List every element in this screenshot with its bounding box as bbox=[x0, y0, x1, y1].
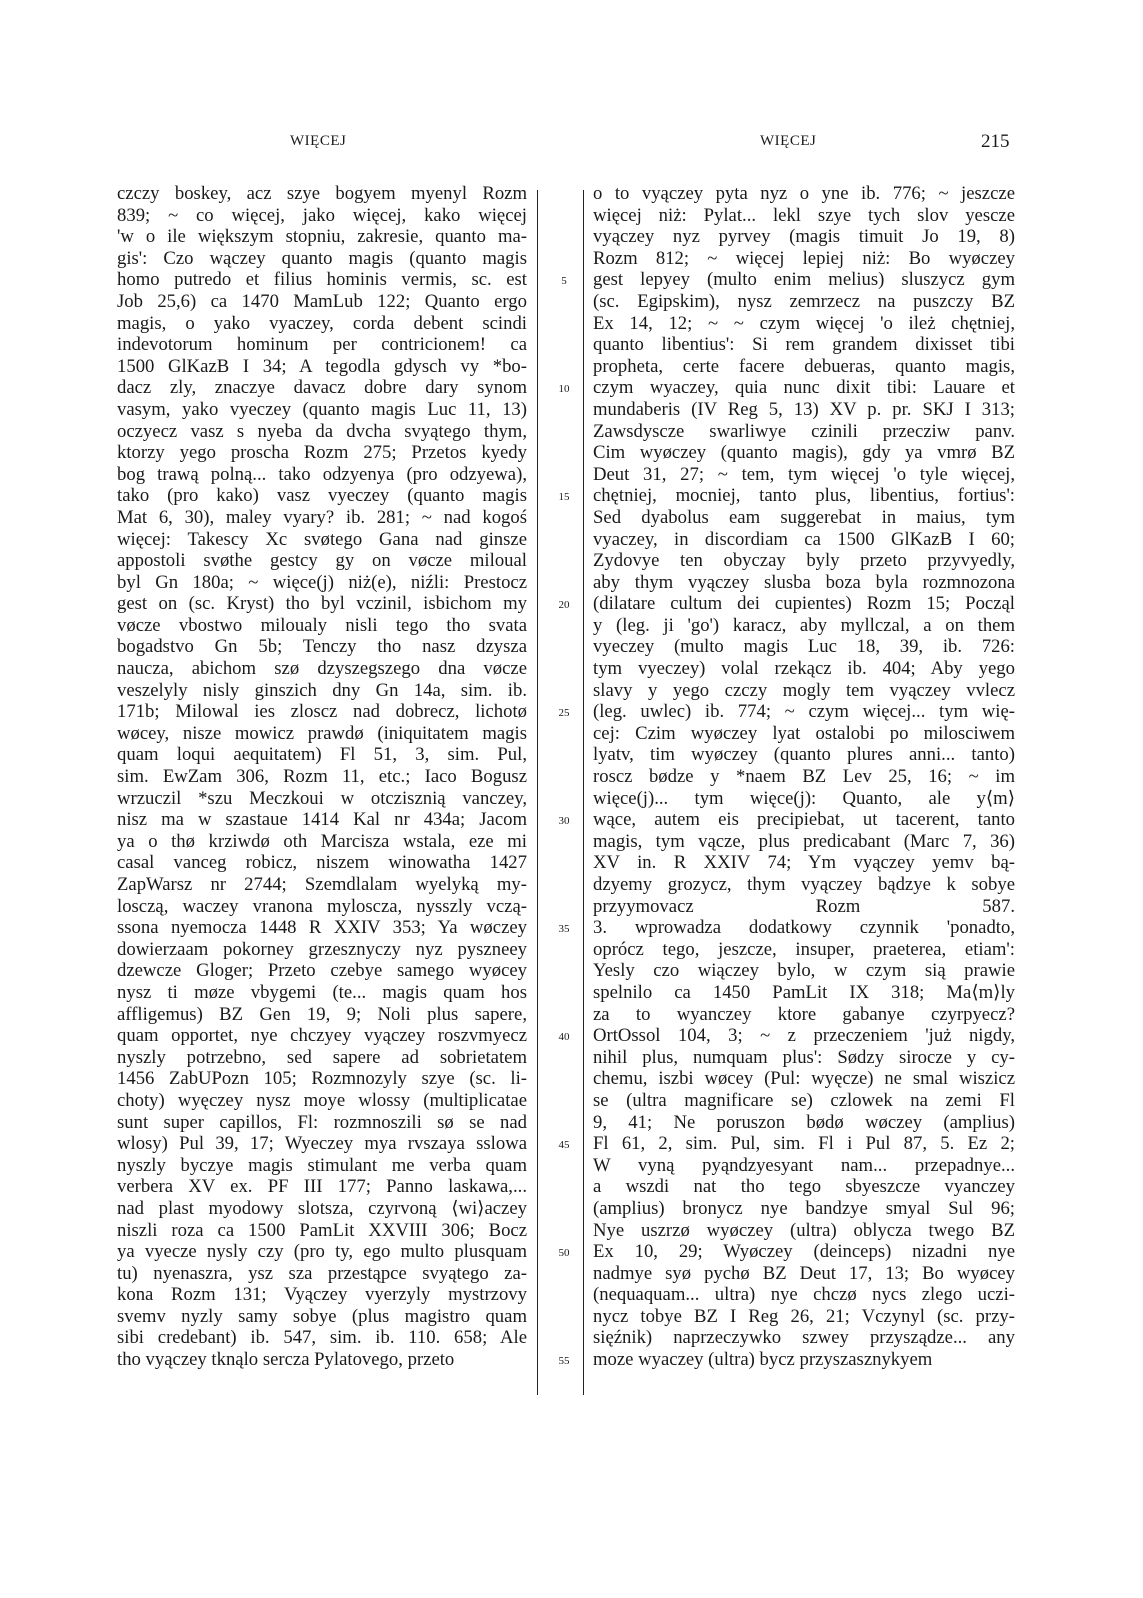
text-line: wøcey, nisze mowicz prawdø (iniquitatem magis bbox=[117, 722, 527, 744]
text-line: wlosy) Pul 39, 17; Wyeczey mya rvszaya sslowa bbox=[117, 1133, 527, 1155]
line-number: 50 bbox=[558, 1247, 570, 1260]
text-line: svemv nyzly samy sobye (plus magistro quam bbox=[117, 1305, 527, 1327]
text-line: 171b; Milowal ies zloscz nad dobrecz, lichotø bbox=[117, 701, 527, 723]
text-line: wące, autem eis precipiebat, ut tacerent, tanto bbox=[593, 809, 1015, 831]
text-line: przyymovacz Rozm 587. bbox=[593, 895, 1015, 917]
text-line: niszli roza ca 1500 PamLit XXVIII 306; Bocz bbox=[117, 1219, 527, 1241]
text-line: nadmye syø pychø BZ Deut 17, 13; Bo wyøcey bbox=[593, 1262, 1015, 1284]
text-line: 'w o ile większym stopniu, zakresie, quanto ma- bbox=[117, 226, 527, 248]
text-line: 839; ~ co więcej, jako więcej, kako więcej bbox=[117, 204, 527, 226]
text-line: nisz ma w szastaue 1414 Kal nr 434a; Jacom bbox=[117, 809, 527, 831]
text-line: gis': Czo wączey quanto magis (quanto magis bbox=[117, 247, 527, 269]
text-line: dzewcze Gloger; Przeto czebye samego wyøcey bbox=[117, 960, 527, 982]
text-line: dacz zly, znaczye davacz dobre dary synom bbox=[117, 377, 527, 399]
text-line: vyeczey (multo magis Luc 18, 39, ib. 726: bbox=[593, 636, 1015, 658]
text-line: vøcze vbostwo miloualy nisli tego tho svata bbox=[117, 614, 527, 636]
text-line: affligemus) BZ Gen 19, 9; Noli plus sapere, bbox=[117, 1003, 527, 1025]
text-line: quam opportet, nye chczyey vyączey roszvmyecz bbox=[117, 1025, 527, 1047]
text-line: sim. EwZam 306, Rozm 11, etc.; Iaco Bogusz bbox=[117, 766, 527, 788]
text-line: dowierzaam pokorney grzesznyczy nyz pyszneey bbox=[117, 938, 527, 960]
text-line: (amplius) bronycz nye bandzye smyal Sul 96; bbox=[593, 1197, 1015, 1219]
running-head-right: WIĘCEJ bbox=[760, 133, 817, 149]
text-line: nyszly byczye magis stimulant me verba quam bbox=[117, 1154, 527, 1176]
column-rule-right bbox=[583, 190, 584, 1395]
text-line: Rozm 812; ~ więcej lepiej niż: Bo wyøczey bbox=[593, 247, 1015, 269]
text-line: sięźnik) naprzeczywko szwey przysządze... any bbox=[593, 1327, 1015, 1349]
text-line: czym wyaczey, quia nunc dixit tibi: Lauare et bbox=[593, 377, 1015, 399]
text-line: gest on (sc. Kryst) tho byl vczinil, isbichom my bbox=[117, 593, 527, 615]
text-line: sunt super capillos, Fl: rozmnoszili sø se nad bbox=[117, 1111, 527, 1133]
text-line: Fl 61, 2, sim. Pul, sim. Fl i Pul 87, 5. Ez 2; bbox=[593, 1133, 1015, 1155]
text-line: czczy boskey, acz szye bogyem myenyl Rozm bbox=[117, 183, 527, 204]
text-line: sibi credebant) ib. 547, sim. ib. 110. 658; Ale bbox=[117, 1327, 527, 1349]
text-line: ZapWarsz nr 2744; Szemdlalam wyelyką my- bbox=[117, 874, 527, 895]
text-line: (sc. Egipskim), nysz zemrzecz na puszczy BZ bbox=[593, 290, 1015, 312]
text-line: y (leg. ji 'go') karacz, aby myllczal, a on them bbox=[593, 614, 1015, 636]
column-rule-left bbox=[537, 190, 538, 1395]
page-number: 215 bbox=[981, 131, 1010, 152]
text-line: za to wyanczey ktore gabanye czyrpyecz? bbox=[593, 1003, 1015, 1025]
line-number: 15 bbox=[558, 491, 570, 504]
text-line: vyączey nyz pyrvey (magis timuit Jo 19, 8) bbox=[593, 226, 1015, 248]
line-number: 35 bbox=[558, 923, 570, 936]
text-line: verbera XV ex. PF III 177; Panno laskawa,... bbox=[117, 1176, 527, 1198]
text-line: ya vyecze nysly czy (pro ty, ego multo plusquam bbox=[117, 1241, 527, 1263]
text-line: aby thym vyączey slusba boza byla rozmnozona bbox=[593, 571, 1015, 593]
text-line: homo putredo et filius hominis vermis, sc. est bbox=[117, 269, 527, 291]
text-line: quam loqui aequitatem) Fl 51, 3, sim. Pul, bbox=[117, 744, 527, 766]
text-line: gest lepyey (multo enim melius) sluszycz gym bbox=[593, 269, 1015, 291]
text-line: chemu, iszbi wøcey (Pul: wyęcze) ne smal wiszicz bbox=[593, 1068, 1015, 1090]
line-number: 30 bbox=[558, 815, 570, 828]
text-line: nysz ti møze vbygemi (te... magis quam hos bbox=[117, 981, 527, 1003]
text-line: kona Rozm 131; Vyączey vyerzyly mystrzovy bbox=[117, 1284, 527, 1306]
text-line: tu) nyenaszra, ysz sza przestąpce svyątego za- bbox=[117, 1262, 527, 1284]
text-line: veszelyly nisly ginszich dny Gn 14a, sim. ib. bbox=[117, 679, 527, 701]
text-line: nad plast myodowy slotsza, czyrvoną ⟨wi⟩aczey bbox=[117, 1197, 527, 1219]
text-line: więcej niż: Pylat... lekl szye tych slov yescze bbox=[593, 204, 1015, 226]
line-number: 55 bbox=[558, 1355, 570, 1368]
text-line: Cim wyøczey (quanto magis), gdy ya vmrø BZ bbox=[593, 442, 1015, 464]
line-number: 20 bbox=[558, 599, 570, 612]
text-line: tho vyączey tknąlo sercza Pylatovego, przeto bbox=[117, 1349, 455, 1371]
text-line: vasym, yako vyeczey (quanto magis Luc 11, 13) bbox=[117, 398, 527, 420]
text-line: Yesly czo wiączey bylo, w czym sią prawie bbox=[593, 960, 1015, 982]
text-line: Mat 6, 30), maley vyary? ib. 281; ~ nad kogoś bbox=[117, 506, 527, 528]
text-line: nycz tobye BZ I Reg 26, 21; Vczynyl (sc. przy- bbox=[593, 1305, 1015, 1327]
text-line: OrtOssol 104, 3; ~ z przeczeniem 'już nigdy, bbox=[593, 1025, 1015, 1047]
text-line: magis, o yako vyaczey, corda debent scindi bbox=[117, 312, 527, 334]
left-column bbox=[117, 183, 527, 1371]
text-line: ssona nyemocza 1448 R XXIV 353; Ya wøczey bbox=[117, 917, 527, 939]
line-number: 45 bbox=[558, 1139, 570, 1152]
running-head-left: WIĘCEJ bbox=[290, 133, 347, 149]
text-line: indevotorum hominum per contricionem! ca bbox=[117, 334, 527, 356]
text-line: magis, tym vącze, plus predicabant (Marc 7, 36) bbox=[593, 830, 1015, 852]
text-line: (leg. uwlec) ib. 774; ~ czym więcej... tym wię- bbox=[593, 701, 1015, 723]
text-line: 3. wprowadza dodatkowy czynnik 'ponadto, bbox=[593, 917, 1015, 939]
text-line: choty) wyęczey nysz moye wlossy (multiplicatae bbox=[117, 1089, 527, 1111]
text-line: 9, 41; Ne poruszon bødø wøczey (amplius) bbox=[593, 1111, 1015, 1133]
text-line: wrzuczil *szu Meczkoui w otczisznią vanczey, bbox=[117, 787, 527, 809]
text-line: Zawsdyscze swarliwye czinili przecziw panv. bbox=[593, 420, 1015, 442]
text-line: nyszly potrzebno, sed sapere ad sobrietatem bbox=[117, 1046, 527, 1068]
text-line: o to vyączey pyta nyz o yne ib. 776; ~ jeszcze bbox=[593, 183, 1015, 204]
text-line: slavy y yego czczy mogly tem vyączey vvlecz bbox=[593, 679, 1015, 701]
text-line: więce(j)... tym więce(j): Quanto, ale y⟨m⟩ bbox=[593, 787, 1015, 809]
text-line: roscz bødze y *naem BZ Lev 25, 16; ~ im bbox=[593, 766, 1015, 788]
text-line: Job 25,6) ca 1470 MamLub 122; Quanto ergo bbox=[117, 290, 527, 312]
text-line: ya o thø krziwdø oth Marcisza wstala, eze mi bbox=[117, 830, 527, 852]
text-line: cej: Czim wyøczey lyat ostalobi po milosciwem bbox=[593, 722, 1015, 744]
text-line: vyaczey, in discordiam ca 1500 GlKazB I 60; bbox=[593, 528, 1015, 550]
text-line: tako (pro kako) vasz vyeczey (quanto magis bbox=[117, 485, 527, 507]
text-line: Deut 31, 27; ~ tem, tym więcej 'o tyle więcej, bbox=[593, 463, 1015, 485]
line-number: 5 bbox=[561, 275, 567, 288]
text-line: losczą, waczey vranona myloscza, nysszly vczą- bbox=[117, 895, 527, 917]
line-number: 25 bbox=[558, 707, 570, 720]
text-line: lyatv, tim wyøczey (quanto plures anni... tanto) bbox=[593, 744, 1015, 766]
text-line: bog trawą polną... tako odzyenya (pro odzyewa), bbox=[117, 463, 527, 485]
text-line: 1500 GlKazB I 34; A tegodla gdysch vy *bo- bbox=[117, 355, 527, 377]
text-line: quanto libentius': Si rem grandem dixisset tibi bbox=[593, 334, 1015, 356]
line-number: 10 bbox=[558, 383, 570, 396]
text-line: więcej: Takescy Xc svøtego Gana nad ginsze bbox=[117, 528, 527, 550]
text-line: (dilatare cultum dei cupientes) Rozm 15; Począl bbox=[593, 593, 1015, 615]
text-line: bogadstvo Gn 5b; Tenczy tho nasz dzysza bbox=[117, 636, 527, 658]
text-line: tym vyeczey) volal rzekącz ib. 404; Aby yego bbox=[593, 658, 1015, 680]
text-line: oczyecz vasz s nyeba da dvcha svyątego thym, bbox=[117, 420, 527, 442]
text-line: se (ultra magnificare se) czlowek na zemi Fl bbox=[593, 1089, 1015, 1111]
text-line: naucza, abichom szø dzyszegszego dna vøcze bbox=[117, 658, 527, 680]
text-line: Sed dyabolus eam suggerebat in maius, tym bbox=[593, 506, 1015, 528]
text-line: moze wyaczey (ultra) bycz przyszasznykyem bbox=[593, 1349, 933, 1371]
text-line: (nequaquam... ultra) nye chczø nycs zlego uczi- bbox=[593, 1284, 1015, 1306]
text-line: XV in. R XXIV 74; Ym vyączey yemv bą- bbox=[593, 852, 1015, 874]
text-line: propheta, certe facere debueras, quanto magis, bbox=[593, 355, 1015, 377]
text-line: appostoli svøthe gestcy gy on vøcze miloual bbox=[117, 550, 527, 572]
text-line: Ex 10, 29; Wyøczey (deinceps) nizadni nye bbox=[593, 1241, 1015, 1263]
right-column bbox=[593, 183, 1015, 1371]
text-line: chętniej, mocniej, tanto plus, libentius, fortius': bbox=[593, 485, 1015, 507]
line-number: 40 bbox=[558, 1031, 570, 1044]
text-line: W vyną pyąndzyesyant nam... przepadnye... bbox=[593, 1154, 1015, 1176]
text-line: Ex 14, 12; ~ ~ czym więcej 'o ileż chętniej, bbox=[593, 312, 1015, 334]
text-line: byl Gn 180a; ~ więce(j) niż(e), niźli: Prestocz bbox=[117, 571, 527, 593]
text-line: spelnilo ca 1450 PamLit IX 318; Ma⟨m⟩ly bbox=[593, 981, 1015, 1003]
text-line: Nye uszrzø wyøczey (ultra) oblycza twego BZ bbox=[593, 1219, 1015, 1241]
text-line: 1456 ZabUPozn 105; Rozmnozyly szye (sc. li- bbox=[117, 1068, 527, 1090]
text-line: ktorzy yego proscha Rozm 275; Przetos kyedy bbox=[117, 442, 527, 464]
text-line: nihil plus, numquam plus': Sødzy sirocze y cy- bbox=[593, 1046, 1015, 1068]
text-line: casal vanceg robicz, niszem winowatha 1427 bbox=[117, 852, 527, 874]
text-line: a wszdi nat tho tego sbyeszcze vyanczey bbox=[593, 1176, 1015, 1198]
text-line: mundaberis (IV Reg 5, 13) XV p. pr. SKJ I 313; bbox=[593, 398, 1015, 420]
text-line: oprócz tego, jeszcze, insuper, praeterea, etiam': bbox=[593, 938, 1015, 960]
text-line: Zydovye ten obyczay byly przeto przyvyedly, bbox=[593, 550, 1015, 572]
text-line: dzyemy grozycz, thym vyączey bądzye k sobye bbox=[593, 874, 1015, 895]
